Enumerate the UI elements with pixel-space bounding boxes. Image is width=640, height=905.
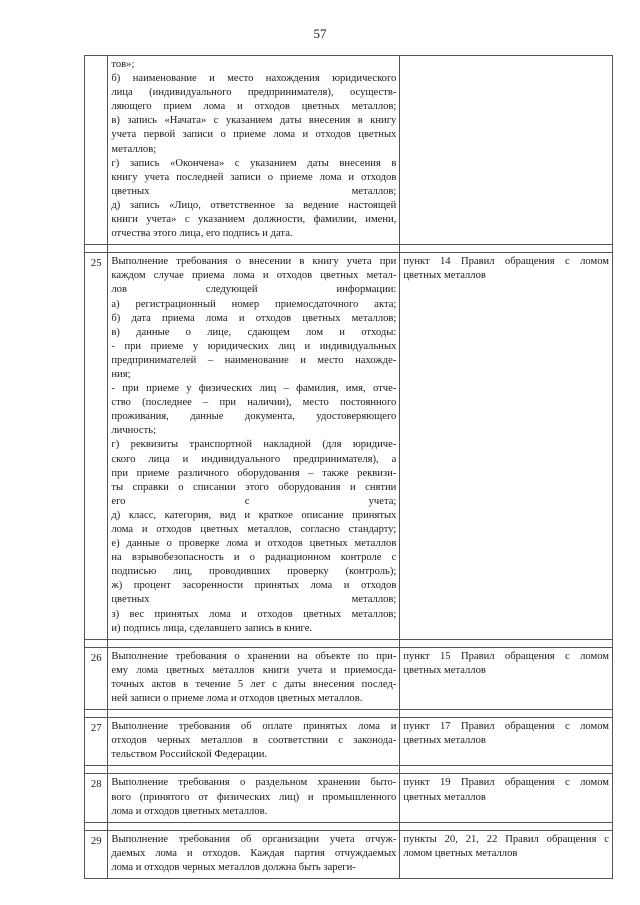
requirement-line: отходов черных металлов в соответствии с законода- xyxy=(111,735,397,747)
row-gap-cell xyxy=(108,766,400,774)
requirement-line: книгу учета последней записи о приеме лома и отходов xyxy=(111,171,397,183)
requirement-line: в) запись «Начата» с указанием даты внесения в книгу xyxy=(111,115,397,127)
requirements-table xyxy=(84,55,613,879)
requirement-line: Выполнение требования об организации учета отчуж- xyxy=(111,833,397,845)
requirement-line: учета первой записи о приеме лома и отходов цветных xyxy=(111,129,397,141)
requirement-line: даемых лома и отходов. Каждая партия отчуждаемых xyxy=(111,847,397,859)
page-number: 57 xyxy=(313,26,327,41)
requirement-line: - при приеме у физических лиц – фамилия, имя, отче- xyxy=(111,383,397,395)
requirement-text xyxy=(108,56,400,245)
requirement-line: цветных металлов; xyxy=(111,594,397,606)
row-gap-cell xyxy=(108,822,400,830)
item-number: 25 xyxy=(85,253,108,640)
row-gap-cell xyxy=(108,245,400,253)
row-gap xyxy=(85,639,613,647)
requirement-line: личность; xyxy=(111,425,157,437)
table-row xyxy=(85,830,613,878)
legal-reference: пункты 20, 21, 22 Правил обращения с ломом цветных металлов xyxy=(400,830,613,878)
requirement-line: - при приеме у юридических лиц и индивидуальных xyxy=(111,340,397,352)
row-gap-cell xyxy=(400,245,613,253)
requirement-line: ство (последнее – при наличии), место постоянного xyxy=(111,397,397,409)
requirement-line: г) запись «Окончена» с указанием даты внесения в xyxy=(111,157,397,169)
requirement-line: лов следующей информации: xyxy=(111,284,397,296)
requirement-line: ж) процент засоренности принятых лома и отходов xyxy=(111,580,397,592)
requirement-line: подписью лиц, проводивших проверку (контроль); xyxy=(111,566,397,578)
table-row xyxy=(85,647,613,709)
item-number: 27 xyxy=(85,718,108,766)
requirement-line: а) регистрационный номер приемосдаточного акта; xyxy=(111,298,397,310)
requirement-line: лома и отходов черных металлов должна быть зареги- xyxy=(111,861,356,873)
table-row xyxy=(85,718,613,766)
requirement-line: б) дата приема лома и отходов цветных металлов; xyxy=(111,312,397,324)
requirement-line: д) класс, категория, вид и краткое описание принятых xyxy=(111,509,397,521)
requirement-line: на взрывобезопасность и о радиационном контроле с xyxy=(111,552,397,564)
legal-reference: пункт 19 Правил обращения с ломом цветных металлов xyxy=(400,774,613,822)
row-gap-cell xyxy=(400,639,613,647)
requirement-line: з) вес принятых лома и отходов цветных металлов; xyxy=(111,608,397,620)
requirement-line: ты справки о списании этого оборудования и снятии xyxy=(111,481,397,493)
row-gap-cell xyxy=(85,710,108,718)
requirement-line: каждом случае приема лома и отходов цветных метал- xyxy=(111,270,397,282)
requirement-line: е) данные о проверке лома и отходов цветных металлов xyxy=(111,538,397,550)
row-gap xyxy=(85,710,613,718)
requirement-text xyxy=(108,774,400,822)
legal-reference xyxy=(400,56,613,245)
requirement-line: проживания, данные документа, удостоверяющего xyxy=(111,411,397,423)
requirement-text xyxy=(108,253,400,640)
table-row xyxy=(85,56,613,245)
row-gap-cell xyxy=(400,766,613,774)
legal-reference: пункт 14 Правил обращения с ломом цветных металлов xyxy=(400,253,613,640)
requirement-line: его с учета; xyxy=(111,495,397,507)
requirement-line: ского лица и индивидуального предпринимателя), а xyxy=(111,453,397,465)
requirement-line: Выполнение требования об оплате принятых лома и xyxy=(111,721,397,733)
requirement-line: тельством Российской Федерации. xyxy=(111,749,268,761)
requirement-text xyxy=(108,647,400,709)
item-number xyxy=(85,56,108,245)
requirement-line: ния; xyxy=(111,368,131,380)
row-gap-cell xyxy=(400,710,613,718)
row-gap xyxy=(85,822,613,830)
requirement-line: лица (индивидуального предпринимателя), осуществ- xyxy=(111,87,397,99)
requirement-line: Выполнение требования о хранении на объекте по при- xyxy=(111,650,397,662)
item-number: 26 xyxy=(85,647,108,709)
requirement-line: ней записи о приеме лома и отходов цветных металлов. xyxy=(111,693,363,705)
requirement-line: точных актов в течение 5 лет с даты внесения послед- xyxy=(111,678,397,690)
requirement-line: вого (принятого от физических лиц) и промышленного xyxy=(111,791,397,803)
item-number: 28 xyxy=(85,774,108,822)
table-body xyxy=(85,56,613,879)
row-gap xyxy=(85,766,613,774)
requirement-line: Выполнение требования о внесении в книгу учета при xyxy=(111,256,397,268)
requirement-line: книги учета» с указанием должности, фамилии, имени, xyxy=(111,214,397,226)
requirement-line: и) подпись лица, сделавшего запись в книге. xyxy=(111,622,313,634)
row-gap-cell xyxy=(85,639,108,647)
requirement-line: лома и отходов цветных металлов, согласно стандарту; xyxy=(111,524,397,535)
requirement-line: ему лома цветных металлов книги учета и приемосда- xyxy=(111,664,397,676)
requirement-line: отчества этого лица, его подпись и дата. xyxy=(111,228,293,240)
row-gap-cell xyxy=(400,822,613,830)
item-number: 29 xyxy=(85,830,108,878)
requirement-line: предпринимателей – наименование и место нахожде- xyxy=(111,354,397,366)
legal-reference: пункт 15 Правил обращения с ломом цветных металлов xyxy=(400,647,613,709)
requirement-line: в) данные о лице, сдающем лом и отходы: xyxy=(111,326,397,338)
requirement-line: Выполнение требования о раздельном хранении быто- xyxy=(111,777,397,789)
requirement-line: лома и отходов цветных металлов. xyxy=(111,805,268,817)
requirement-text xyxy=(108,718,400,766)
requirement-text xyxy=(108,830,400,878)
requirement-line: ляющего прием лома и отходов цветных металлов; xyxy=(111,101,397,113)
row-gap-cell xyxy=(85,822,108,830)
requirement-line: металлов; xyxy=(111,143,157,155)
table-row xyxy=(85,774,613,822)
requirement-line: тов»; xyxy=(111,59,135,70)
row-gap-cell xyxy=(108,710,400,718)
row-gap-cell xyxy=(108,639,400,647)
requirement-line: при приеме различного оборудования – также реквизи- xyxy=(111,467,397,479)
requirement-line: б) наименование и место нахождения юридического xyxy=(111,73,397,85)
row-gap-cell xyxy=(85,245,108,253)
table-row xyxy=(85,253,613,640)
requirement-line: д) запись «Лицо, ответственное за ведение настоящей xyxy=(111,199,397,211)
requirement-line: цветных металлов; xyxy=(111,185,397,197)
row-gap xyxy=(85,245,613,253)
legal-reference: пункт 17 Правил обращения с ломом цветных металлов xyxy=(400,718,613,766)
row-gap-cell xyxy=(85,766,108,774)
requirement-line: г) реквизиты транспортной накладной (для юридиче- xyxy=(111,439,397,451)
